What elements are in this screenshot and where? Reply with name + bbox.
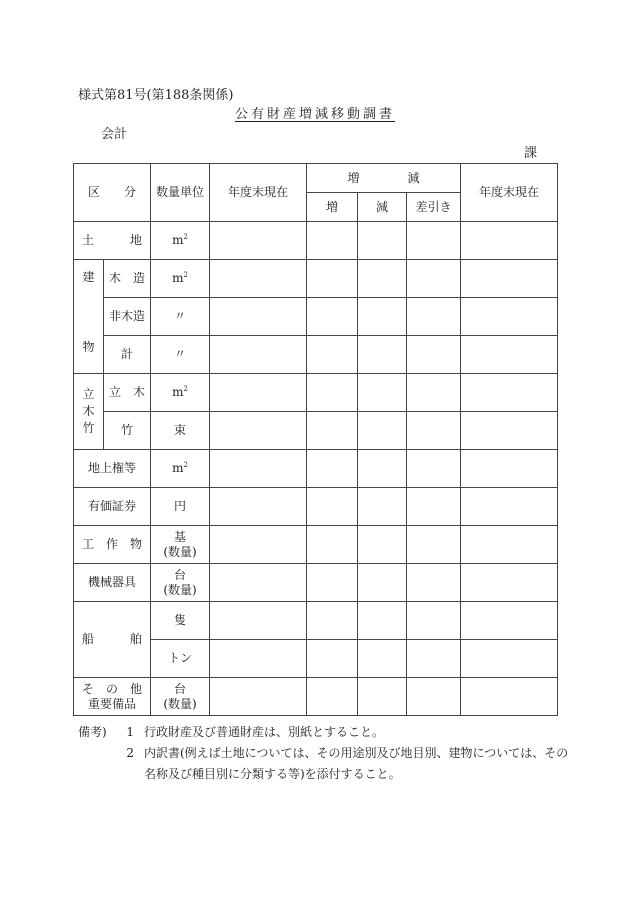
- structures-label: 工 作 物: [74, 526, 151, 564]
- building-total-label: 計: [104, 336, 151, 374]
- note-item-1: [78, 722, 574, 743]
- building-wood-unit: $m^2$: [151, 260, 210, 298]
- cell: [358, 260, 407, 298]
- header-kubun: 区 分: [74, 164, 151, 222]
- cell: [407, 602, 461, 640]
- header-change: 増 減: [307, 164, 461, 193]
- row-building-nonwood: [74, 298, 558, 336]
- row-building-wood: [74, 260, 558, 298]
- building-nonwood-unit: 〃: [151, 298, 210, 336]
- building-wood-label: 木 造: [104, 260, 151, 298]
- cell: [210, 336, 307, 374]
- notes-head: 備考): [78, 725, 107, 739]
- cell: [358, 564, 407, 602]
- cell: [307, 602, 358, 640]
- cell: [461, 488, 558, 526]
- trees-standing-unit: $m^2$: [151, 374, 210, 412]
- cell: [407, 640, 461, 678]
- cell: [307, 640, 358, 678]
- row-ships-count: [74, 602, 558, 640]
- surface-unit: $m^2$: [151, 450, 210, 488]
- trees-group-label: 立木竹: [74, 374, 104, 450]
- machinery-label: 機械器具: [74, 564, 151, 602]
- cell: [358, 678, 407, 716]
- cell: [407, 526, 461, 564]
- cell: [358, 374, 407, 412]
- cell: [307, 564, 358, 602]
- ka-label: 課: [524, 146, 538, 161]
- document-title: [0, 103, 630, 122]
- cell: [358, 488, 407, 526]
- cell: [358, 298, 407, 336]
- cell: [210, 298, 307, 336]
- cell: [461, 374, 558, 412]
- structures-unit: 基 (数量): [151, 526, 210, 564]
- cell: [358, 640, 407, 678]
- cell: [358, 412, 407, 450]
- land-label: 土 地: [74, 222, 151, 260]
- building-nonwood-label: 非木造: [104, 298, 151, 336]
- form-number: 様式第81号(第188条関係): [78, 88, 234, 103]
- cell: [358, 222, 407, 260]
- cell: [307, 222, 358, 260]
- cell: [461, 640, 558, 678]
- note-number: 2: [126, 746, 134, 760]
- building-group-label: 建 物: [74, 260, 104, 374]
- cell: [210, 412, 307, 450]
- document-title-text: 公有財産増減移動調書: [234, 107, 395, 122]
- row-structures: [74, 526, 558, 564]
- cell: [407, 450, 461, 488]
- cell: [407, 222, 461, 260]
- cell: [210, 222, 307, 260]
- machinery-unit: 台 (数量): [151, 564, 210, 602]
- cell: [358, 450, 407, 488]
- cell: [210, 526, 307, 564]
- cell: [210, 564, 307, 602]
- cell: [307, 526, 358, 564]
- cell: [407, 564, 461, 602]
- securities-label: 有価証券: [74, 488, 151, 526]
- cell: [407, 412, 461, 450]
- header-increase: 増: [307, 193, 358, 222]
- cell: [461, 260, 558, 298]
- cell: [407, 336, 461, 374]
- note-item-2: [78, 743, 574, 785]
- row-trees-standing: [74, 374, 558, 412]
- cell: [461, 412, 558, 450]
- header-unit: 数量単位: [151, 164, 210, 222]
- building-total-unit: 〃: [151, 336, 210, 374]
- cell: [307, 488, 358, 526]
- cell: [210, 374, 307, 412]
- cell: [461, 336, 558, 374]
- cell: [307, 336, 358, 374]
- trees-bamboo-label: 竹: [104, 412, 151, 450]
- ships-unit-count: 隻: [151, 602, 210, 640]
- cell: [307, 678, 358, 716]
- cell: [461, 450, 558, 488]
- cell: [461, 526, 558, 564]
- row-other: [74, 678, 558, 716]
- note-text: 行政財産及び普通財産は、別紙とすること。: [144, 725, 385, 739]
- trees-bamboo-unit: 束: [151, 412, 210, 450]
- surface-label: 地上権等: [74, 450, 151, 488]
- cell: [407, 298, 461, 336]
- trees-standing-label: 立 木: [104, 374, 151, 412]
- cell: [358, 526, 407, 564]
- cell: [358, 602, 407, 640]
- cell: [210, 450, 307, 488]
- property-table: [73, 163, 558, 716]
- cell: [210, 488, 307, 526]
- cell: [358, 336, 407, 374]
- cell: [307, 450, 358, 488]
- cell: [307, 260, 358, 298]
- kaikei-label: 会計: [101, 127, 128, 142]
- cell: [461, 564, 558, 602]
- cell: [210, 640, 307, 678]
- note-number: 1: [126, 725, 134, 739]
- row-building-total: [74, 336, 558, 374]
- cell: [307, 374, 358, 412]
- cell: [461, 222, 558, 260]
- header-start: 年度末現在: [210, 164, 307, 222]
- header-decrease: 減: [358, 193, 407, 222]
- notes: [78, 722, 574, 785]
- cell: [210, 678, 307, 716]
- land-unit: $m^2$: [151, 222, 210, 260]
- row-trees-bamboo: [74, 412, 558, 450]
- other-unit: 台 (数量): [151, 678, 210, 716]
- ships-unit-tonnage: トン: [151, 640, 210, 678]
- other-label: そ の 他 重要備品: [74, 678, 151, 716]
- note-text: 内訳書(例えば土地については、その用途別及び地目別、建物については、その名称及び種目別に分類する等)を添付すること。: [144, 746, 569, 781]
- cell: [307, 298, 358, 336]
- securities-unit: 円: [151, 488, 210, 526]
- row-machinery: [74, 564, 558, 602]
- header-end: 年度末現在: [461, 164, 558, 222]
- cell: [210, 602, 307, 640]
- cell: [407, 488, 461, 526]
- cell: [407, 678, 461, 716]
- cell: [307, 412, 358, 450]
- row-surface: [74, 450, 558, 488]
- row-land: [74, 222, 558, 260]
- cell: [461, 602, 558, 640]
- cell: [407, 260, 461, 298]
- ships-label: 船 舶: [74, 602, 151, 678]
- cell: [461, 678, 558, 716]
- cell: [461, 298, 558, 336]
- cell: [407, 374, 461, 412]
- cell: [210, 260, 307, 298]
- building-group-label-bottom: 物: [82, 340, 95, 354]
- row-securities: [74, 488, 558, 526]
- header-diff: 差引き: [407, 193, 461, 222]
